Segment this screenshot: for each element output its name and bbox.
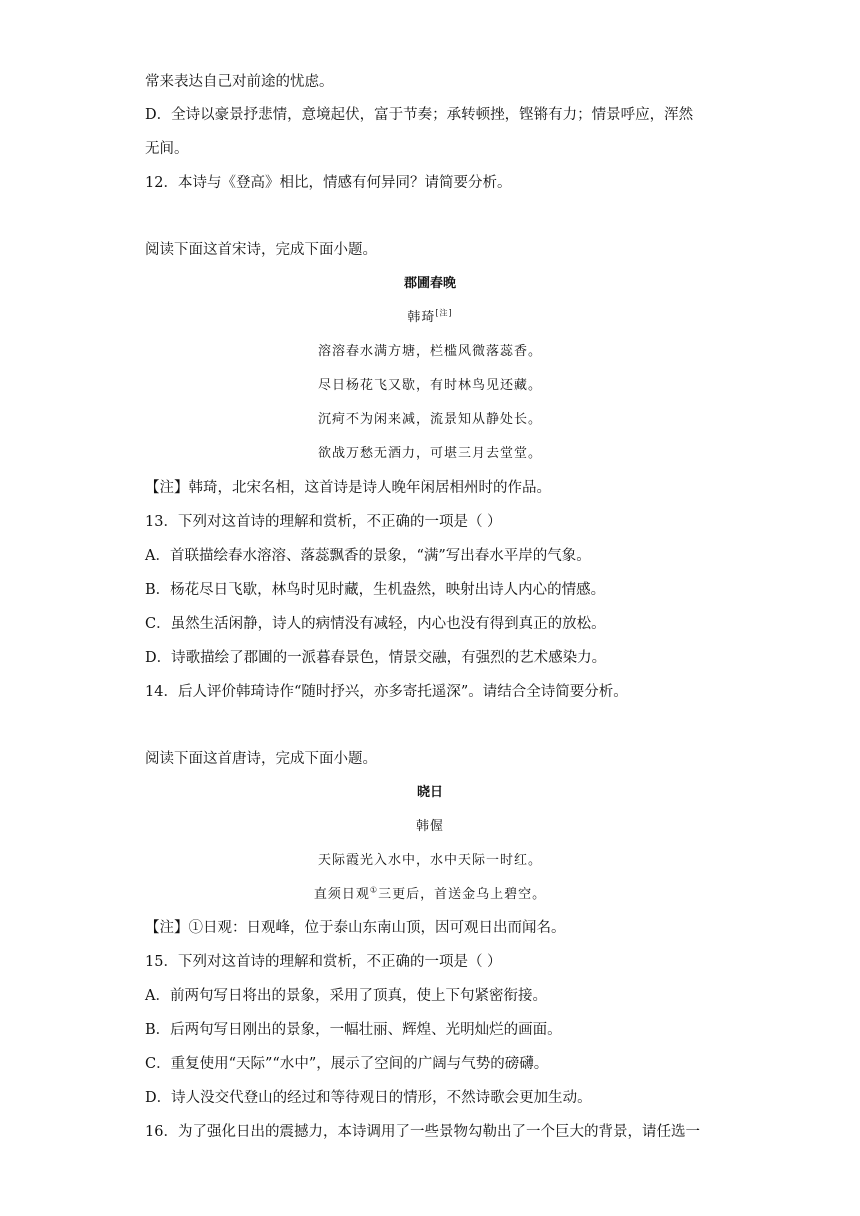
option-a: A．首联描绘春水溶溶、落蕊飘香的景象，“满”写出春水平岸的气象。 [145, 548, 591, 564]
poem-line-part: 三更后，首送金乌上碧空。 [378, 887, 547, 902]
poem-note: 【注】韩琦，北宋名相，这首诗是诗人晚年闲居相州时的作品。 [145, 480, 551, 496]
poem-line: 溶溶春水满方塘，栏槛风微落蕊香。 [317, 344, 542, 359]
question-13: 13．下列对这首诗的理解和赏析，不正确的一项是（ ） [145, 514, 502, 530]
option-a: A．前两句写日将出的景象，采用了顶真，使上下句紧密衔接。 [145, 988, 547, 1004]
poem-line: 尽日杨花飞又歇，有时林鸟见还藏。 [317, 378, 542, 393]
poem-title: 晓日 [416, 785, 443, 800]
poem-author-name: 韩琦 [407, 310, 436, 325]
poem-note: 【注】①日观：日观峰，位于泰山东南山顶，因可观日出而闻名。 [145, 920, 566, 936]
poem-line: 欲战万愁无酒力，可堪三月去堂堂。 [317, 446, 542, 461]
reading-instruction: 阅读下面这首唐诗，完成下面小题。 [145, 751, 377, 767]
poem-line: 天际霞光入水中，水中天际一时红。 [317, 853, 542, 868]
poem-line-part: 直须日观 [313, 887, 370, 902]
option-d: D．全诗以豪景抒悲情，意境起伏，富于节奏；承转顿挫，铿锵有力；情景呼应，浑然 [145, 107, 694, 123]
option-b: B．后两句写日刚出的景象，一幅壮丽、辉煌、光明灿烂的画面。 [145, 1022, 562, 1038]
poem-line [0, 885, 860, 905]
poem-title: 郡圃春晚 [403, 276, 456, 291]
question-14: 14．后人评价韩琦诗作“随时抒兴，亦多寄托遥深”。请结合全诗简要分析。 [145, 684, 628, 700]
option-d: D．诗人没交代登山的经过和等待观日的情形，不然诗歌会更加生动。 [145, 1090, 592, 1106]
question-15: 15．下列对这首诗的理解和赏析，不正确的一项是（ ） [145, 954, 502, 970]
text-line: 无间。 [145, 141, 189, 157]
author-note-marker: [注] [435, 308, 453, 318]
poem-author [0, 308, 860, 328]
option-c: C．虽然生活闲静，诗人的病情没有减轻，内心也没有得到真正的放松。 [145, 616, 606, 632]
question-12: 12．本诗与《登高》相比，情感有何异同？请简要分析。 [145, 175, 512, 191]
option-b: B．杨花尽日飞歇，林鸟时见时藏，生机盎然，映射出诗人内心的情感。 [145, 582, 606, 598]
option-c: C．重复使用“天际”“水中”，展示了空间的广阔与气势的磅礴。 [145, 1056, 549, 1072]
reading-instruction: 阅读下面这首宋诗，完成下面小题。 [145, 242, 377, 258]
option-d: D．诗歌描绘了郡圃的一派暮春景色，情景交融，有强烈的艺术感染力。 [145, 650, 607, 666]
text-line: 常来表达自己对前途的忧虑。 [145, 74, 334, 90]
poem-line: 沉疴不为闲来减，流景知从静处长。 [317, 412, 542, 427]
poem-author: 韩偓 [415, 819, 444, 834]
question-16: 16．为了强化日出的震撼力，本诗调用了一些景物勾勒出了一个巨大的背景，请任选一 [145, 1124, 700, 1140]
footnote-marker: ① [369, 885, 379, 895]
